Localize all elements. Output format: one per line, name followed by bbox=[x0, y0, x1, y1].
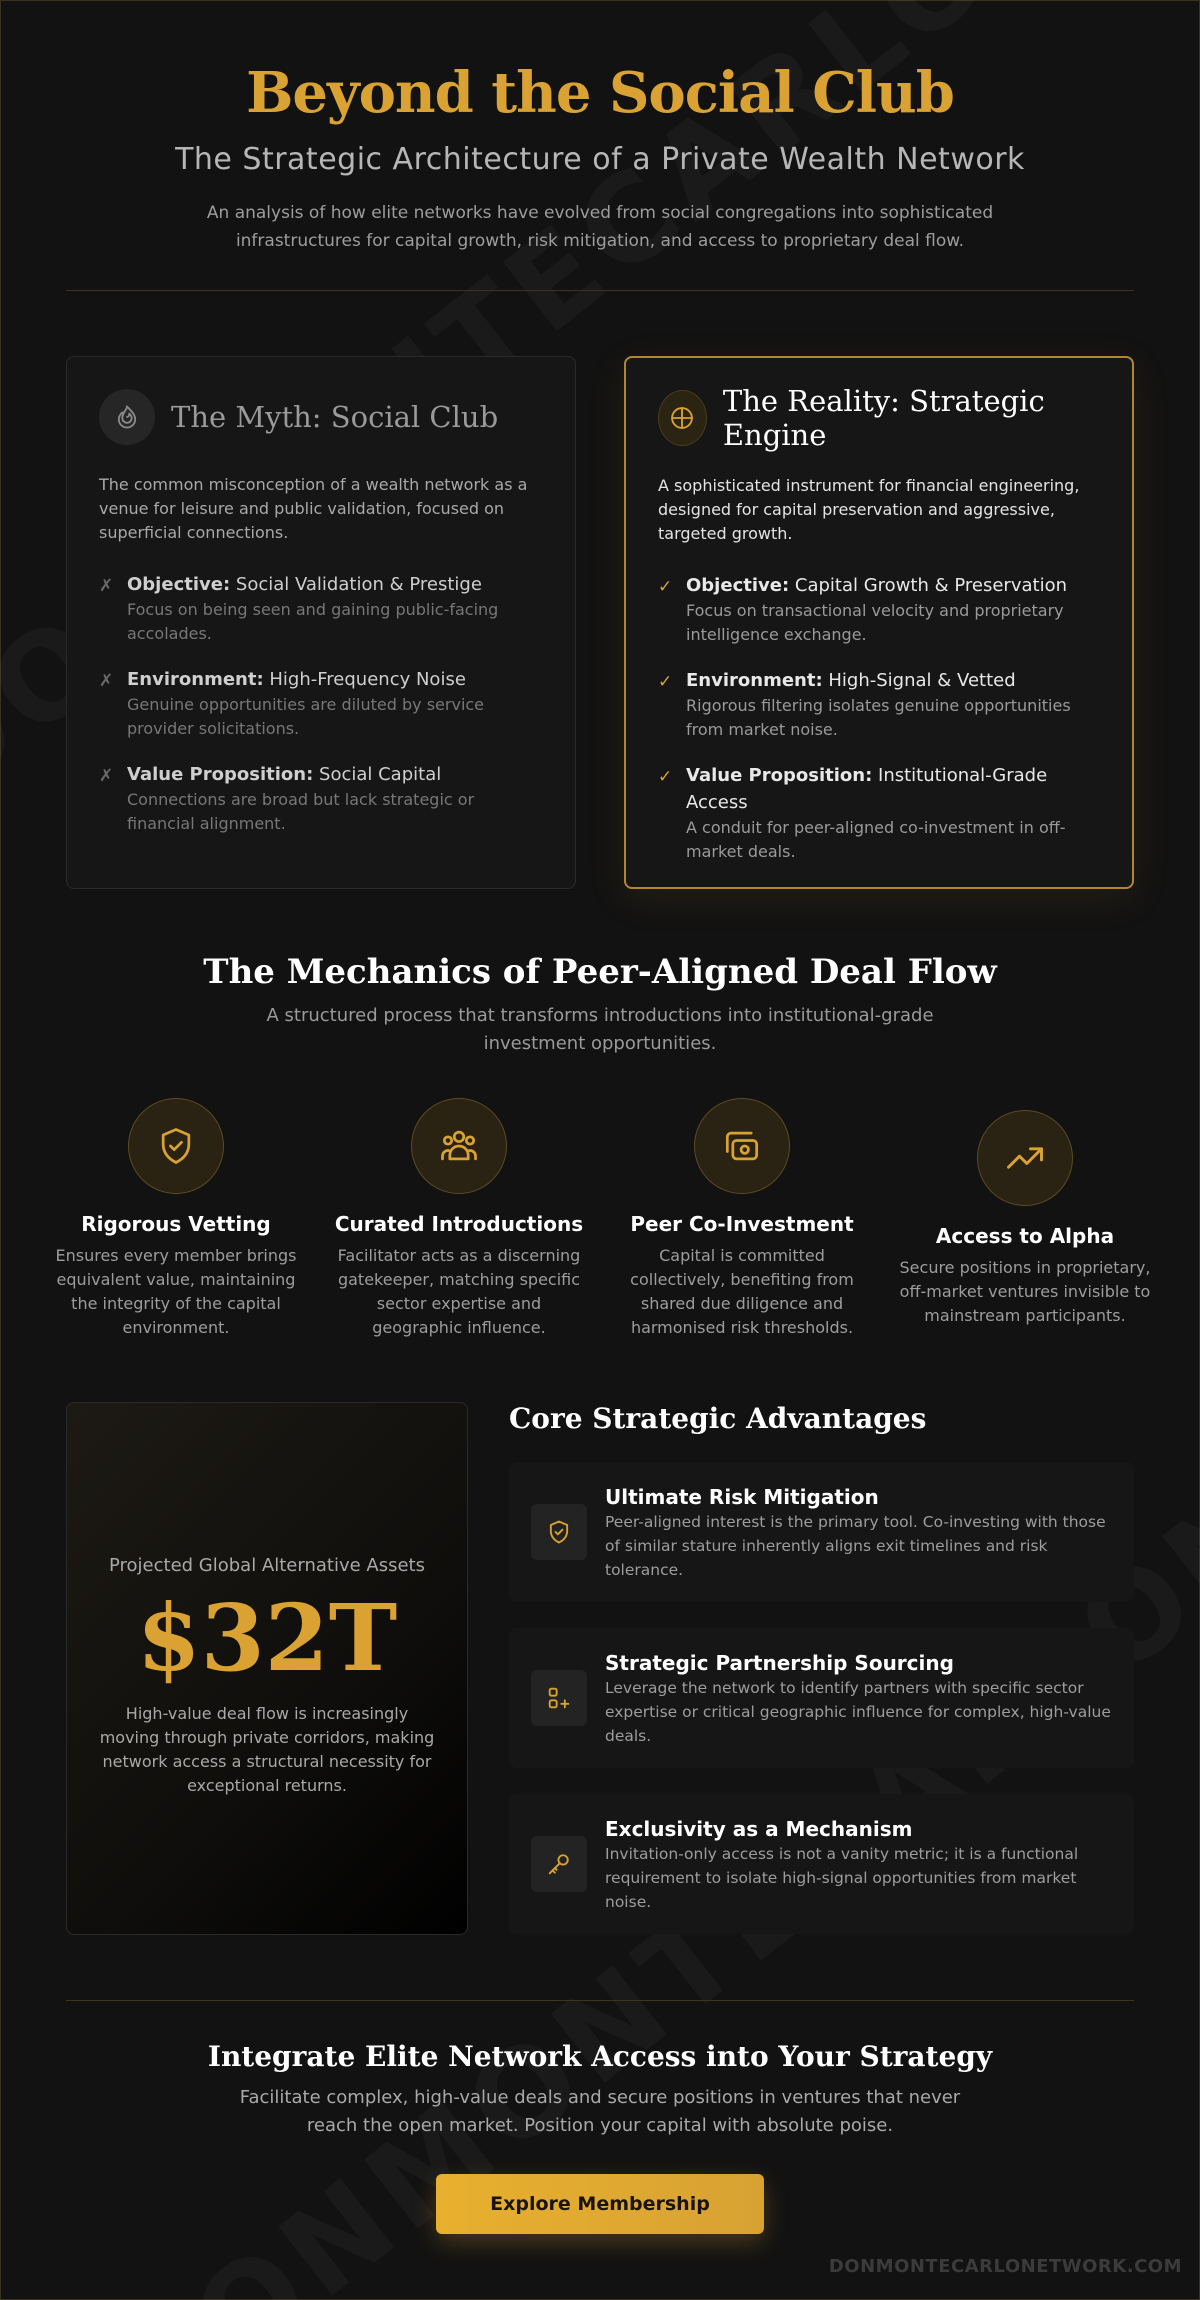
reality-title: The Reality: Strategic Engine bbox=[722, 384, 1045, 452]
advantage-name: Exclusivity as a Mechanism bbox=[605, 1817, 913, 1841]
step-coinvestment bbox=[612, 1098, 872, 1340]
shield-check-icon bbox=[128, 1098, 224, 1194]
step-alpha bbox=[895, 1110, 1155, 1328]
money-icon bbox=[694, 1098, 790, 1194]
item-label: Value Proposition: bbox=[127, 764, 314, 785]
myth-list bbox=[99, 571, 543, 836]
divider bbox=[66, 2000, 1134, 2001]
step-title: Access to Alpha bbox=[935, 1224, 1115, 1248]
step-title: Rigorous Vetting bbox=[81, 1212, 271, 1236]
footer-brand: DONMONTECARLONETWORK.COM bbox=[828, 2256, 1182, 2277]
advantage-risk-mitigation bbox=[509, 1462, 1134, 1602]
reality-list bbox=[658, 572, 1100, 864]
advantage-exclusivity bbox=[509, 1794, 1134, 1934]
item-detail: Rigorous filtering isolates genuine opportunities from market noise. bbox=[686, 696, 1071, 739]
mechanics-subtitle: A structured process that transforms introductions into institutional-grade investment opportunities. bbox=[266, 1005, 934, 1054]
item-label: Objective: bbox=[686, 575, 790, 596]
cta-title: Integrate Elite Network Access into Your Strategy bbox=[207, 2040, 993, 2073]
check-icon: ✓ bbox=[658, 577, 673, 597]
myth-title: The Myth: Social Club bbox=[171, 400, 499, 434]
stat-value: $32T bbox=[136, 1584, 398, 1692]
advantage-name: Strategic Partnership Sourcing bbox=[605, 1651, 954, 1675]
step-desc: Secure positions in proprietary, off-market ventures invisible to mainstream participants. bbox=[899, 1258, 1151, 1325]
hero bbox=[0, 60, 1200, 255]
trending-up-icon bbox=[977, 1110, 1073, 1206]
page-subtitle: The Strategic Architecture of a Private Wealth Network bbox=[175, 142, 1025, 177]
users-icon bbox=[411, 1098, 507, 1194]
item-detail: Focus on being seen and gaining public-facing accolades. bbox=[127, 600, 499, 643]
advantage-desc: Leverage the network to identify partners with specific sector expertise or critical geographic influence for complex, high-value deals. bbox=[605, 1679, 1111, 1745]
step-vetting bbox=[46, 1098, 306, 1340]
step-desc: Facilitator acts as a discerning gatekeeper, matching specific sector expertise and geographic influence. bbox=[337, 1246, 581, 1337]
key-icon bbox=[531, 1836, 587, 1892]
item-label: Objective: bbox=[127, 574, 231, 595]
item-detail: Focus on transactional velocity and proprietary intelligence exchange. bbox=[686, 601, 1064, 644]
advantage-partnership-sourcing bbox=[509, 1628, 1134, 1768]
stat-card bbox=[66, 1402, 468, 1935]
item-label: Environment: bbox=[686, 670, 823, 691]
step-title: Curated Introductions bbox=[334, 1212, 584, 1236]
shapes-plus-icon bbox=[531, 1670, 587, 1726]
item-detail: Connections are broad but lack strategic or financial alignment. bbox=[127, 790, 475, 833]
step-title: Peer Co-Investment bbox=[630, 1212, 854, 1236]
cross-icon: ✗ bbox=[99, 576, 114, 596]
page-title: Beyond the Social Club bbox=[246, 60, 954, 126]
list-item bbox=[658, 762, 1100, 864]
stat-label: Projected Global Alternative Assets bbox=[108, 1555, 425, 1576]
shield-check-icon bbox=[531, 1504, 587, 1560]
stat-description: High-value deal flow is increasingly moving through private corridors, making network access a structural necessity for exceptional returns. bbox=[99, 1704, 435, 1795]
mechanics-title: The Mechanics of Peer-Aligned Deal Flow bbox=[203, 952, 997, 992]
list-item bbox=[99, 571, 543, 646]
myth-description: The common misconception of a wealth network as a venue for leisure and public validation, focused on superficial connections. bbox=[99, 475, 528, 542]
step-desc: Capital is committed collectively, benefiting from shared due diligence and harmonised risk thresholds. bbox=[630, 1246, 854, 1337]
compass-icon bbox=[658, 390, 707, 446]
reality-card bbox=[624, 356, 1134, 889]
item-value: Institutional-Grade Access bbox=[686, 765, 1048, 813]
cross-icon: ✗ bbox=[99, 671, 114, 691]
advantage-desc: Invitation-only access is not a vanity metric; it is a functional requirement to isolate high-signal opportunities from market noise. bbox=[605, 1845, 1079, 1911]
item-detail: Genuine opportunities are diluted by service provider solicitations. bbox=[127, 695, 485, 738]
list-item bbox=[658, 572, 1100, 647]
check-icon: ✓ bbox=[658, 672, 673, 692]
fire-icon bbox=[99, 389, 155, 445]
step-desc: Ensures every member brings equivalent value, maintaining the integrity of the capital environment. bbox=[55, 1246, 297, 1337]
cta-subtitle: Facilitate complex, high-value deals and secure positions in ventures that never reach the open market. Position your capital with absolute poise. bbox=[239, 2087, 961, 2136]
intro-text: An analysis of how elite networks have evolved from social congregations into sophisticated infrastructures for capital growth, risk mitigation, and access to proprietary deal flow. bbox=[206, 203, 994, 251]
item-value: Social Validation & Prestige bbox=[235, 574, 482, 595]
item-value: Capital Growth & Preservation bbox=[794, 575, 1067, 596]
list-item bbox=[658, 667, 1100, 742]
advantage-desc: Peer-aligned interest is the primary tool. Co-investing with those of similar stature inherently aligns exit timelines and risk tolerance. bbox=[605, 1513, 1106, 1579]
reality-description: A sophisticated instrument for financial engineering, designed for capital preservation and aggressive, targeted growth. bbox=[658, 476, 1080, 543]
divider bbox=[66, 290, 1134, 291]
list-item bbox=[99, 761, 543, 836]
check-icon: ✓ bbox=[658, 767, 673, 787]
item-value: High-Signal & Vetted bbox=[828, 670, 1016, 691]
explore-membership-button[interactable]: Explore Membership bbox=[436, 2174, 764, 2234]
advantage-name: Ultimate Risk Mitigation bbox=[605, 1485, 879, 1509]
item-value: Social Capital bbox=[319, 764, 442, 785]
list-item bbox=[99, 666, 543, 741]
advantages-title: Core Strategic Advantages bbox=[509, 1402, 927, 1435]
cross-icon: ✗ bbox=[99, 766, 114, 786]
item-detail: A conduit for peer-aligned co-investment in off-market deals. bbox=[686, 818, 1066, 861]
item-value: High-Frequency Noise bbox=[269, 669, 466, 690]
item-label: Value Proposition: bbox=[686, 765, 873, 786]
step-introductions bbox=[329, 1098, 589, 1340]
myth-card bbox=[66, 356, 576, 889]
item-label: Environment: bbox=[127, 669, 264, 690]
